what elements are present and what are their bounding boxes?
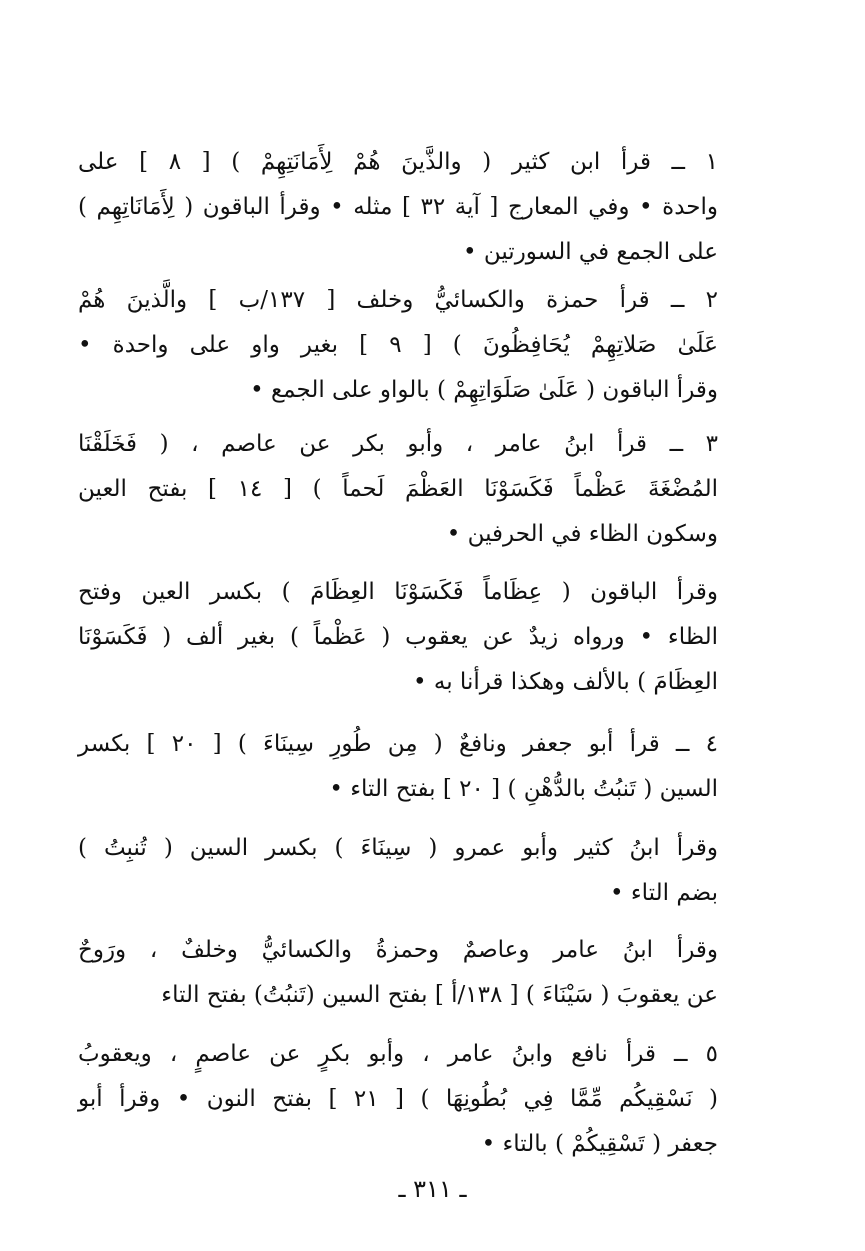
paragraph-line: عَلَىٰ صَلاتِهِمْ يُحَافِظُونَ ) [ ٩ ] بغير واو على واحدة • <box>78 332 719 358</box>
paragraph-line: السين ( تَنبُتُ بالدُّهْنِ ) [ ٢٠ ] بفتح التاء • <box>329 776 718 802</box>
paragraph-5 <box>78 722 718 812</box>
paragraph-line: وقرأ ابنُ كثير وأبو عمرو ( سِينَاءَ ) بكسر السين ( تُنبِتُ ) <box>78 835 718 861</box>
paragraph-3 <box>78 422 718 557</box>
paragraph-line: ٥ ــ قرأ نافع وابنُ عامر ، وأبو بكرٍ عن عاصمٍ ، ويعقوبُ <box>78 1041 718 1067</box>
paragraph-line: وقرأ الباقون ( عِظَاماً فَكَسَوْنَا العِظَامَ ) بكسر العين وفتح <box>78 579 718 605</box>
paragraph-line: ١ ــ قرأ ابن كثير ( والذَّينَ هُمْ لِأَمَانَتِهِمْ ) [ ٨ ] على <box>78 149 718 175</box>
paragraph-line: ٢ ــ قرأ حمزة والكسائيُّ وخلف [ ١٣٧/ب ] والَّذينَ هُمْ <box>78 287 718 313</box>
paragraph-line: واحدة • وفي المعارج [ آية ٣٢ ] مثله • وقرأ الباقون ( لِأَمَانَاتِهِم ) <box>78 194 719 220</box>
paragraph-line: المُضْغَةَ عَظْماً فَكَسَوْنَا العَظْمَ لَحماً ) [ ١٤ ] بفتح العين <box>78 476 719 502</box>
paragraph-line: وقرأ ابنُ عامر وعاصمٌ وحمزةُ والكسائيُّ وخلفٌ ، ورَوحٌ <box>78 937 718 963</box>
page-number: ـ ٣١١ ـ <box>398 1175 467 1203</box>
paragraph-7 <box>78 928 718 1018</box>
paragraph-line: العِظَامَ ) بالألف وهكذا قرأنا به • <box>413 669 718 695</box>
paragraph-line: ٣ ــ قرأ ابنُ عامر ، وأبو بكر عن عاصم ، ( فَخَلَقْنَا <box>78 431 718 457</box>
paragraph-line: الظاء • ورواه زيدٌ عن يعقوب ( عَظْماً ) بغير ألف ( فَكَسَوْنَا <box>78 624 718 650</box>
paragraph-8 <box>78 1032 718 1167</box>
paragraph-line: ( نَسْقِيكُم مِّمَّا فِي بُطُونِهَا ) [ ٢١ ] بفتح النون • وقرأ أبو <box>78 1086 718 1112</box>
paragraph-2 <box>78 278 718 413</box>
paragraph-line: على الجمع في السورتين • <box>462 239 718 265</box>
paragraph-line: وقرأ الباقون ( عَلَىٰ صَلَوَاتِهِمْ ) بالواو على الجمع • <box>250 377 718 403</box>
paragraph-1 <box>78 140 718 275</box>
paragraph-line: بضم التاء • <box>609 880 718 906</box>
paragraph-6 <box>78 826 718 916</box>
paragraph-line: جعفر ( تَسْقِيكُمْ ) بالتاء • <box>481 1131 718 1157</box>
paragraph-4 <box>78 570 718 705</box>
paragraph-line: عن يعقوبَ ( سَيْنَاءَ ) [ ١٣٨/أ ] بفتح السين (تَنبُتُ) بفتح التاء <box>161 982 718 1008</box>
paragraph-line: وسكون الظاء في الحرفين • <box>446 521 718 547</box>
paragraph-line: ٤ ــ قرأ أبو جعفر ونافعٌ ( مِن طُورِ سِينَاءَ ) [ ٢٠ ] بكسر <box>78 731 718 757</box>
